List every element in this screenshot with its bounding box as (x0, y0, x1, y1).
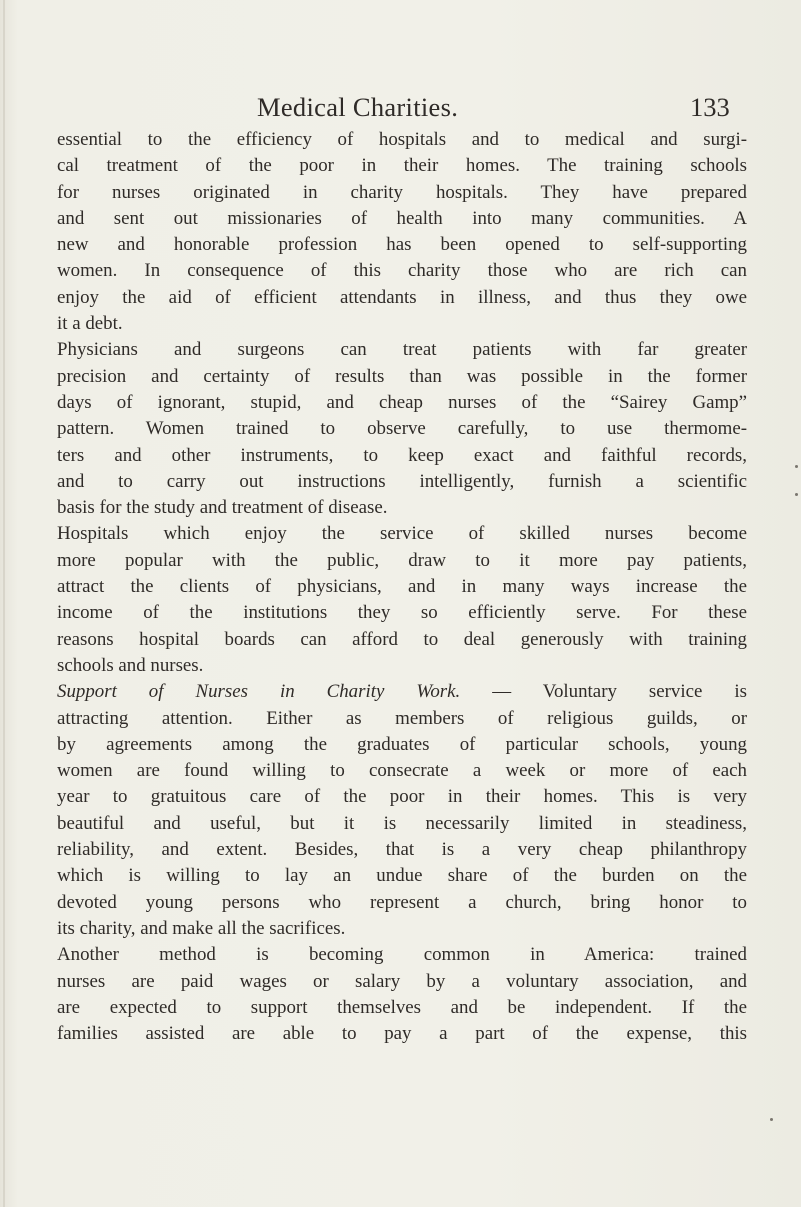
text-line: are expected to support themselves and be independent. If the (57, 996, 747, 1018)
text-line: attract the clients of physicians, and in many ways increase the (57, 576, 747, 598)
text-line: by agreements among the graduates of particular schools, young (57, 733, 747, 755)
text-line: nurses are paid wages or salary by a voluntary association, and (57, 970, 747, 992)
text-line: reliability, and extent. Besides, that is a very cheap philanthropy (57, 839, 747, 861)
paper-speck (795, 493, 798, 496)
text-line: Another method is becoming common in America: trained (57, 944, 747, 966)
text-line: precision and certainty of results than was possible in the former (57, 365, 747, 387)
text-line: cal treatment of the poor in their homes. The training schools (57, 155, 747, 177)
text-line: enjoy the aid of efficient attendants in illness, and thus they owe (57, 286, 747, 308)
text-line: essential to the efficiency of hospitals and to medical and surgi- (57, 129, 747, 150)
body-text (57, 127, 747, 1047)
text-line: Hospitals which enjoy the service of skilled nurses become (57, 523, 747, 545)
text-line: new and honorable profession has been opened to self-supporting (57, 234, 747, 256)
text-line: attracting attention. Either as members of religious guilds, or (57, 707, 747, 729)
text-line: and to carry out instructions intelligently, furnish a scientific (57, 470, 747, 492)
text-line: ters and other instruments, to keep exact and faithful records, (57, 444, 747, 466)
paper-speck (795, 465, 798, 468)
text-line: women are found willing to consecrate a week or more of each (57, 760, 747, 782)
text-line: year to gratuitous care of the poor in their homes. This is very (57, 786, 747, 808)
text-line: which is willing to lay an undue share of the burden on the (57, 865, 747, 887)
text-line: and sent out missionaries of health into many communities. A (57, 207, 747, 229)
running-head-title: Medical Charities. (257, 92, 459, 122)
text-line: pattern. Women trained to observe carefully, to use thermome- (57, 418, 747, 440)
text-line: devoted young persons who represent a church, bring honor to (57, 891, 747, 913)
text-line: families assisted are able to pay a part of the expense, this (57, 1023, 747, 1045)
text-line: schools and nurses. (57, 654, 204, 676)
page-gutter (3, 0, 5, 1207)
text-line: income of the institutions they so efficiently serve. For these (57, 602, 747, 624)
text-line: for nurses originated in charity hospitals. They have prepared (57, 181, 747, 203)
section-heading-tail: — Voluntary service is (460, 681, 747, 703)
section-heading-line (57, 679, 747, 705)
page-number: 133 (690, 92, 730, 122)
text-line: beautiful and useful, but it is necessarily limited in steadiness, (57, 812, 747, 834)
text-line: more popular with the public, draw to it more pay patients, (57, 549, 747, 571)
text-line: Physicians and surgeons can treat patients with far greater (57, 339, 747, 361)
paper-speck (770, 1118, 773, 1121)
text-line: days of ignorant, stupid, and cheap nurses of the “Sairey Gamp” (57, 391, 747, 413)
section-heading: Support of Nurses in Charity Work. (57, 681, 461, 703)
text-line: reasons hospital boards can afford to deal generously with training (57, 628, 747, 650)
text-line: its charity, and make all the sacrifices. (57, 917, 346, 939)
text-line: it a debt. (57, 313, 123, 335)
text-line: women. In consequence of this charity those who are rich can (57, 260, 747, 282)
text-line: basis for the study and treatment of disease. (57, 497, 388, 519)
